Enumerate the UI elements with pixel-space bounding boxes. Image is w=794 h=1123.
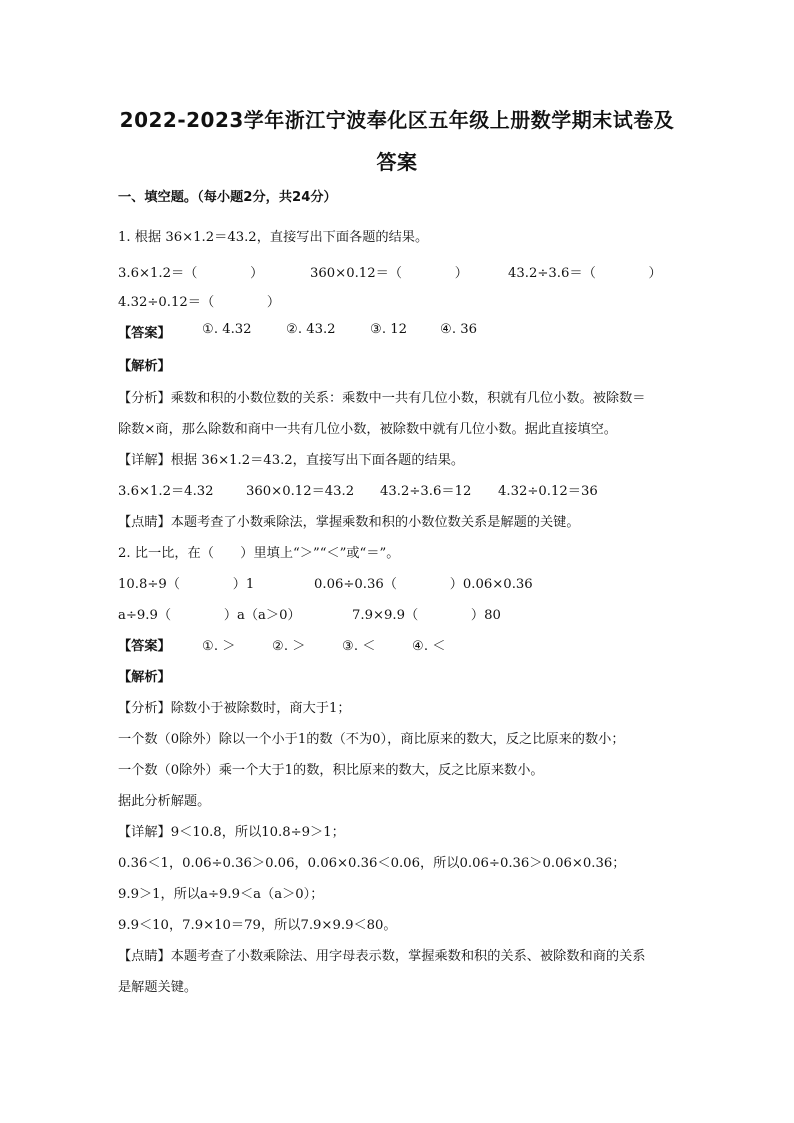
q2-prompt: 2. 比一比，在（ ）里填上“＞”“＜”或“＝”。 — [118, 546, 400, 561]
answer-item: ④. 36 — [440, 322, 477, 337]
answer-item: ③. 12 — [370, 322, 407, 337]
q2-item: 10.8÷9（ ）1 — [118, 577, 255, 592]
q2-item: a÷9.9（ ）a（a＞0） — [118, 608, 301, 623]
answer-label: 【答案】 — [118, 639, 171, 654]
document-title-line2: 答案 — [376, 150, 418, 174]
q2-detail-line2: 0.36＜1，0.06÷0.36＞0.06，0.06×0.36＜0.06，所以0.06÷0.36＞0.06×0.36； — [118, 856, 626, 871]
q2-detail-line4: 9.9＜10，7.9×10＝79，所以7.9×9.9＜80。 — [118, 918, 397, 933]
q1-result: 360×0.12＝43.2 — [246, 484, 355, 499]
q2-detail-line1: 【详解】9＜10.8，所以10.8÷9＞1； — [118, 825, 345, 840]
q1-item: 360×0.12＝（ ） — [310, 266, 468, 281]
q1-item: 4.32÷0.12＝（ ） — [118, 295, 281, 310]
q1-prompt: 1. 根据 36×1.2＝43.2，直接写出下面各题的结果。 — [118, 230, 429, 245]
answer-item: ④. ＜ — [412, 639, 446, 654]
answer-item: ②. 43.2 — [286, 322, 336, 337]
q2-detail-line3: 9.9＞1，所以a÷9.9＜a（a＞0）； — [118, 887, 324, 902]
jiexi-label: 【解析】 — [118, 670, 171, 685]
answer-item: ②. ＞ — [272, 639, 306, 654]
q2-item: 0.06÷0.36（ ）0.06×0.36 — [314, 577, 533, 592]
q2-comment-line1: 【点睛】本题考查了小数乘除法、用字母表示数，掌握乘数和积的关系、被除数和商的关系 — [118, 949, 646, 964]
q2-analysis-line4: 据此分析解题。 — [118, 794, 211, 809]
document-title-line1: 2022-2023学年浙江宁波奉化区五年级上册数学期末试卷及 — [119, 108, 675, 132]
q1-detail: 【详解】根据 36×1.2＝43.2，直接写出下面各题的结果。 — [118, 453, 465, 468]
q1-item: 43.2÷3.6＝（ ） — [508, 266, 662, 281]
q1-comment: 【点睛】本题考查了小数乘除法，掌握乘数和积的小数位数关系是解题的关键。 — [118, 515, 580, 530]
jiexi-label: 【解析】 — [118, 359, 171, 374]
q2-analysis-line2: 一个数（0除外）除以一个小于1的数（不为0），商比原来的数大，反之比原来的数小； — [118, 732, 625, 747]
q2-item: 7.9×9.9（ ）80 — [352, 608, 501, 623]
q1-analysis-line1: 【分析】乘数和积的小数位数的关系：乘数中一共有几位小数，积就有几位小数。被除数＝ — [118, 391, 646, 406]
section1-heading: 一、填空题。（每小题2分，共24分） — [118, 190, 337, 205]
q2-analysis-line3: 一个数（0除外）乘一个大于1的数，积比原来的数大，反之比原来数小。 — [118, 763, 544, 778]
answer-item: ③. ＜ — [342, 639, 376, 654]
q2-comment-line2: 是解题关键。 — [118, 980, 198, 995]
q2-analysis-line1: 【分析】除数小于被除数时，商大于1； — [118, 701, 351, 716]
q1-result: 3.6×1.2＝4.32 — [118, 484, 214, 499]
q1-result: 4.32÷0.12＝36 — [498, 484, 598, 499]
q1-analysis-line2: 除数×商，那么除数和商中一共有几位小数，被除数中就有几位小数。据此直接填空。 — [118, 422, 617, 437]
answer-label: 【答案】 — [118, 326, 171, 341]
q1-item: 3.6×1.2＝（ ） — [118, 266, 264, 281]
answer-item: ①. 4.32 — [202, 322, 252, 337]
answer-item: ①. ＞ — [202, 639, 236, 654]
q1-result: 43.2÷3.6＝12 — [380, 484, 472, 499]
